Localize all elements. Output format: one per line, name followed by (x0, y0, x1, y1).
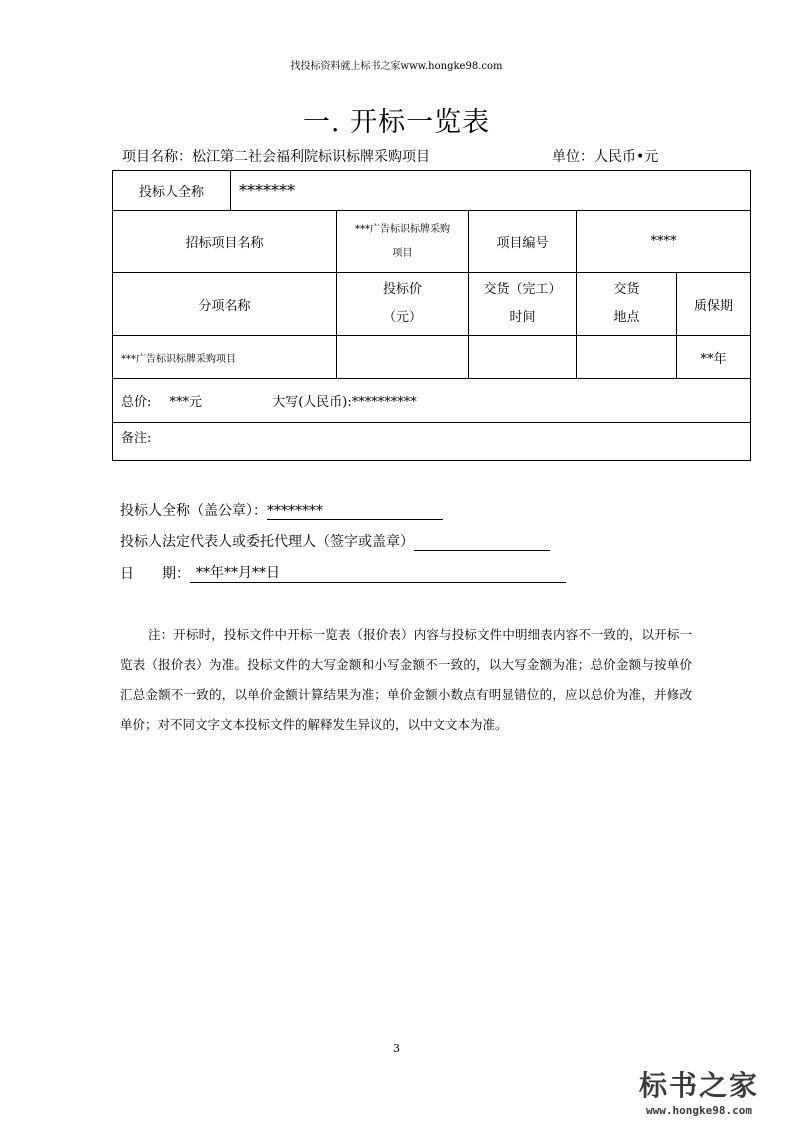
row-item-name: ***广告标识标牌采购项目 (121, 353, 236, 365)
column-place-line1: 交货 (613, 282, 640, 297)
column-price-line2: （元） (382, 310, 422, 325)
page-title: 一. 开标一览表 (302, 107, 491, 138)
total-label: 总价: (121, 395, 152, 410)
bid-summary-table (112, 170, 751, 461)
project-name: 项目名称：松江第二社会福利院标识标牌采购项目 (122, 149, 430, 165)
signature-date-value: **年**月**日 (196, 565, 280, 581)
bidder-value: ******* (239, 181, 295, 200)
site-logo (619, 1064, 779, 1117)
logo-url: www.hongke98.com (646, 1104, 752, 1117)
row-delivery-cell (469, 336, 577, 379)
project-name-value-line2: 项目 (392, 247, 413, 259)
capital-value: ********** (351, 395, 417, 410)
project-name-value-line1: ***广告标识标牌采购 (355, 223, 450, 235)
row-warranty-value: **年 (700, 351, 727, 367)
capital-label: 大写(人民币): (272, 395, 352, 410)
project-no-label-cell (469, 211, 577, 273)
project-name-label: 招标项目名称 (185, 236, 264, 251)
signature-bidder-label: 投标人全称（盖公章）： (120, 503, 267, 519)
column-warranty-header (677, 273, 751, 336)
project-no-value: **** (650, 234, 677, 249)
signature-bidder-line (120, 500, 443, 520)
row-price-cell (337, 336, 469, 379)
row-place-cell (577, 336, 677, 379)
column-delivery-line2: 时间 (509, 310, 536, 325)
row-warranty-cell (677, 336, 751, 379)
currency-unit: 单位：人民币•元 (552, 149, 659, 165)
page-number: 3 (393, 1042, 400, 1055)
column-place-line2: 地点 (613, 310, 640, 325)
signature-date-label: 日 期： (120, 566, 190, 582)
table-row (113, 336, 751, 379)
column-delivery-header (469, 273, 577, 336)
remark-cell (113, 423, 751, 461)
page-header: 找投标资料就上标书之家www.hongke98.com (290, 61, 503, 72)
column-item-header (113, 273, 337, 336)
project-no-value-cell (577, 211, 751, 273)
note-paragraph: 注：开标时，投标文件中开标一览表（报价表）内容与投标文件中明细表内容不一致的，以开标一览表（报价表）为准。投标文件的大写金额和小写金额不一致的，以大写金额为准；总价金额与按单价汇总金额不一致的，以单价金额计算结果为准；单价金额小数点有明显错位的，应以总价为准，并修改单价；对不同文字文本投标文件的解释发生异议的，以中文文本为准。 (120, 627, 692, 732)
column-warranty-label: 质保期 (693, 298, 733, 314)
signature-rep-label: 投标人法定代表人或委托代理人（签字或盖章） (120, 534, 414, 550)
project-name-value-cell (337, 211, 469, 273)
signature-date-field (190, 562, 566, 583)
total-price-cell (113, 379, 751, 423)
total-value: ***元 (169, 395, 203, 410)
signature-rep-field (414, 534, 550, 551)
column-price-header (337, 273, 469, 336)
project-name-label-cell (113, 211, 337, 273)
row-item-cell (113, 336, 337, 379)
column-price-line1: 投标价 (382, 282, 422, 297)
column-delivery-line1: 交货（完工） (483, 282, 562, 297)
column-item-label: 分项名称 (198, 298, 251, 314)
signature-date-line (120, 562, 566, 583)
project-no-label: 项目编号 (496, 236, 549, 251)
logo-text: 标书之家 (638, 1069, 759, 1102)
column-place-header (577, 273, 677, 336)
signature-rep-line (120, 531, 550, 551)
remark-label: 备注: (121, 431, 152, 446)
signature-bidder-field (267, 503, 443, 520)
signature-bidder-value: ******** (267, 503, 323, 519)
bidder-label: 投标人全称 (138, 185, 204, 200)
bidder-value-cell (231, 171, 751, 211)
bidder-label-cell (113, 171, 231, 211)
